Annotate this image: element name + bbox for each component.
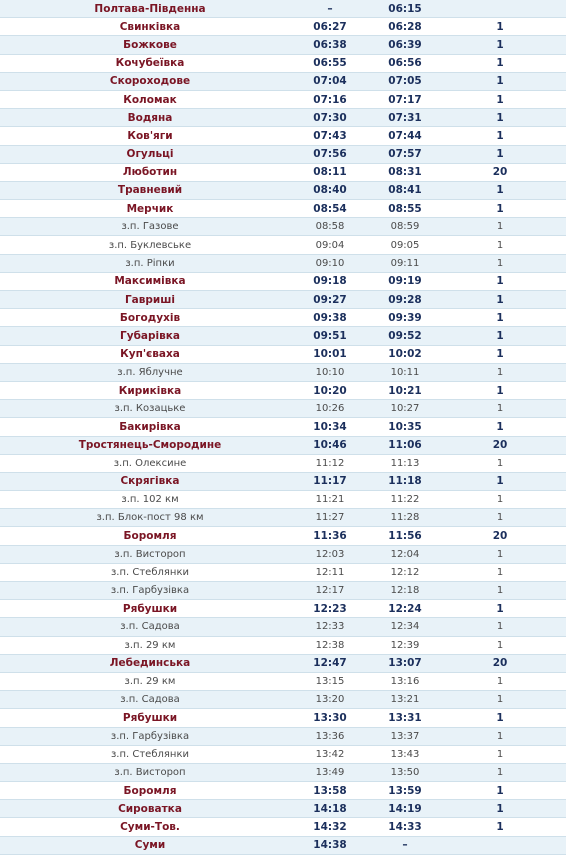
arrival-time: 09:10	[300, 254, 360, 272]
station-name: Полтава-Південна	[0, 0, 300, 18]
table-row	[0, 836, 566, 854]
arrival-time: 09:38	[300, 309, 360, 327]
arrival-time: 06:38	[300, 36, 360, 54]
row-spacer	[550, 381, 566, 399]
station-name: з.п. Буклевське	[0, 236, 300, 254]
arrival-time: 11:27	[300, 509, 360, 527]
stop-duration: 1	[450, 254, 550, 272]
departure-time: 09:19	[360, 272, 450, 290]
station-name: з.п. Яблучне	[0, 363, 300, 381]
row-spacer	[550, 618, 566, 636]
departure-time: 07:17	[360, 90, 450, 108]
departure-time: 12:12	[360, 563, 450, 581]
station-name: з.п. Гарбузівка	[0, 582, 300, 600]
arrival-time: 12:47	[300, 654, 360, 672]
departure-time: 07:44	[360, 127, 450, 145]
station-name: з.п. Ріпки	[0, 254, 300, 272]
table-row	[0, 636, 566, 654]
arrival-time: 10:26	[300, 400, 360, 418]
row-spacer	[550, 636, 566, 654]
station-name: Ков'яги	[0, 127, 300, 145]
table-row	[0, 309, 566, 327]
row-spacer	[550, 654, 566, 672]
table-row	[0, 272, 566, 290]
table-row	[0, 54, 566, 72]
station-name: Суми-Тов.	[0, 818, 300, 836]
station-name: з.п. Стеблянки	[0, 563, 300, 581]
row-spacer	[550, 691, 566, 709]
station-name: Бакирівка	[0, 418, 300, 436]
row-spacer	[550, 436, 566, 454]
departure-time: 12:24	[360, 600, 450, 618]
station-name: Лебединська	[0, 654, 300, 672]
stop-duration: 1	[450, 509, 550, 527]
stop-duration: 1	[450, 90, 550, 108]
stop-duration: 1	[450, 545, 550, 563]
arrival-time: 12:17	[300, 582, 360, 600]
row-spacer	[550, 582, 566, 600]
departure-time: 14:19	[360, 800, 450, 818]
arrival-time: 13:36	[300, 727, 360, 745]
stop-duration: 1	[450, 600, 550, 618]
departure-time: 08:41	[360, 181, 450, 199]
arrival-time: 13:15	[300, 672, 360, 690]
station-name: Люботин	[0, 163, 300, 181]
departure-time: 12:34	[360, 618, 450, 636]
row-spacer	[550, 109, 566, 127]
arrival-time: 10:20	[300, 381, 360, 399]
stop-duration	[450, 0, 550, 18]
station-name: з.п. 102 км	[0, 491, 300, 509]
row-spacer	[550, 345, 566, 363]
departure-time: 13:37	[360, 727, 450, 745]
row-spacer	[550, 836, 566, 854]
table-row	[0, 582, 566, 600]
station-name: Сироватка	[0, 800, 300, 818]
station-name: Скороходове	[0, 72, 300, 90]
table-row	[0, 600, 566, 618]
row-spacer	[550, 418, 566, 436]
row-spacer	[550, 0, 566, 18]
arrival-time: 13:30	[300, 709, 360, 727]
row-spacer	[550, 90, 566, 108]
departure-time: 08:59	[360, 218, 450, 236]
table-row	[0, 218, 566, 236]
stop-duration: 1	[450, 181, 550, 199]
arrival-time: 06:55	[300, 54, 360, 72]
table-row	[0, 782, 566, 800]
arrival-time: 14:32	[300, 818, 360, 836]
departure-time: 12:04	[360, 545, 450, 563]
stop-duration: 1	[450, 709, 550, 727]
row-spacer	[550, 181, 566, 199]
stop-duration: 1	[450, 472, 550, 490]
row-spacer	[550, 218, 566, 236]
stop-duration: 1	[450, 491, 550, 509]
departure-time: 13:31	[360, 709, 450, 727]
row-spacer	[550, 145, 566, 163]
departure-time: 06:39	[360, 36, 450, 54]
departure-time: 09:28	[360, 291, 450, 309]
station-name: Мерчик	[0, 200, 300, 218]
row-spacer	[550, 363, 566, 381]
stop-duration: 1	[450, 18, 550, 36]
stop-duration: 1	[450, 145, 550, 163]
departure-time: 10:21	[360, 381, 450, 399]
table-row	[0, 618, 566, 636]
station-name: з.п. Блок-пост 98 км	[0, 509, 300, 527]
stop-duration: 1	[450, 272, 550, 290]
table-row	[0, 145, 566, 163]
departure-time: 06:15	[360, 0, 450, 18]
departure-time: 10:27	[360, 400, 450, 418]
table-row	[0, 327, 566, 345]
row-spacer	[550, 236, 566, 254]
arrival-time: 07:30	[300, 109, 360, 127]
station-name: з.п. Олексине	[0, 454, 300, 472]
arrival-time: 13:58	[300, 782, 360, 800]
arrival-time: 11:21	[300, 491, 360, 509]
stop-duration: 1	[450, 236, 550, 254]
arrival-time: 06:27	[300, 18, 360, 36]
arrival-time: 10:46	[300, 436, 360, 454]
table-row	[0, 763, 566, 781]
arrival-time: –	[300, 0, 360, 18]
table-row	[0, 90, 566, 108]
station-name: з.п. Газове	[0, 218, 300, 236]
table-row	[0, 672, 566, 690]
arrival-time: 12:33	[300, 618, 360, 636]
departure-time: 10:35	[360, 418, 450, 436]
stop-duration: 1	[450, 727, 550, 745]
station-name: Кочубеївка	[0, 54, 300, 72]
stop-duration: 1	[450, 291, 550, 309]
stop-duration: 1	[450, 309, 550, 327]
row-spacer	[550, 709, 566, 727]
row-spacer	[550, 600, 566, 618]
arrival-time: 08:54	[300, 200, 360, 218]
row-spacer	[550, 818, 566, 836]
station-name: Рябушки	[0, 709, 300, 727]
table-row	[0, 709, 566, 727]
table-row	[0, 509, 566, 527]
stop-duration	[450, 836, 550, 854]
departure-time: 06:28	[360, 18, 450, 36]
stop-duration: 1	[450, 72, 550, 90]
station-name: з.п. Садова	[0, 691, 300, 709]
arrival-time: 09:27	[300, 291, 360, 309]
table-row	[0, 418, 566, 436]
table-row	[0, 563, 566, 581]
table-row	[0, 454, 566, 472]
station-name: Огульці	[0, 145, 300, 163]
station-name: з.п. 29 км	[0, 636, 300, 654]
row-spacer	[550, 272, 566, 290]
station-name: Боромля	[0, 527, 300, 545]
stop-duration: 1	[450, 454, 550, 472]
stop-duration: 1	[450, 381, 550, 399]
station-name: з.п. Стеблянки	[0, 745, 300, 763]
station-name: з.п. Козацьке	[0, 400, 300, 418]
stop-duration: 1	[450, 582, 550, 600]
table-row	[0, 127, 566, 145]
departure-time: 13:50	[360, 763, 450, 781]
row-spacer	[550, 54, 566, 72]
table-row	[0, 745, 566, 763]
departure-time: 08:31	[360, 163, 450, 181]
stop-duration: 1	[450, 618, 550, 636]
station-name: Гавриші	[0, 291, 300, 309]
table-row	[0, 181, 566, 199]
table-row	[0, 109, 566, 127]
arrival-time: 12:23	[300, 600, 360, 618]
arrival-time: 09:04	[300, 236, 360, 254]
departure-time: 11:56	[360, 527, 450, 545]
table-row	[0, 472, 566, 490]
table-row	[0, 254, 566, 272]
stop-duration: 1	[450, 691, 550, 709]
departure-time: 07:05	[360, 72, 450, 90]
row-spacer	[550, 672, 566, 690]
row-spacer	[550, 18, 566, 36]
departure-time: 13:59	[360, 782, 450, 800]
station-name: Кириківка	[0, 381, 300, 399]
table-row	[0, 200, 566, 218]
table-row	[0, 545, 566, 563]
stop-duration: 1	[450, 636, 550, 654]
departure-time: 09:52	[360, 327, 450, 345]
row-spacer	[550, 127, 566, 145]
row-spacer	[550, 72, 566, 90]
row-spacer	[550, 309, 566, 327]
arrival-time: 10:10	[300, 363, 360, 381]
stop-duration: 1	[450, 345, 550, 363]
arrival-time: 10:01	[300, 345, 360, 363]
row-spacer	[550, 509, 566, 527]
table-row	[0, 36, 566, 54]
arrival-time: 11:12	[300, 454, 360, 472]
departure-time: –	[360, 836, 450, 854]
departure-time: 11:28	[360, 509, 450, 527]
departure-time: 09:11	[360, 254, 450, 272]
station-name: Куп'єваха	[0, 345, 300, 363]
departure-time: 07:57	[360, 145, 450, 163]
row-spacer	[550, 254, 566, 272]
arrival-time: 14:18	[300, 800, 360, 818]
row-spacer	[550, 782, 566, 800]
table-row	[0, 727, 566, 745]
station-name: Коломак	[0, 90, 300, 108]
stop-duration: 1	[450, 218, 550, 236]
arrival-time: 10:34	[300, 418, 360, 436]
arrival-time: 07:43	[300, 127, 360, 145]
departure-time: 14:33	[360, 818, 450, 836]
station-name: з.п. Садова	[0, 618, 300, 636]
stop-duration: 1	[450, 127, 550, 145]
arrival-time: 11:17	[300, 472, 360, 490]
station-name: Свинківка	[0, 18, 300, 36]
station-name: з.п. Гарбузівка	[0, 727, 300, 745]
row-spacer	[550, 163, 566, 181]
station-name: Водяна	[0, 109, 300, 127]
arrival-time: 12:38	[300, 636, 360, 654]
row-spacer	[550, 454, 566, 472]
table-row	[0, 491, 566, 509]
stop-duration: 20	[450, 654, 550, 672]
arrival-time: 13:42	[300, 745, 360, 763]
station-name: Тростянець-Смородине	[0, 436, 300, 454]
table-row	[0, 654, 566, 672]
row-spacer	[550, 800, 566, 818]
table-row	[0, 72, 566, 90]
table-row	[0, 236, 566, 254]
departure-time: 12:39	[360, 636, 450, 654]
arrival-time: 12:11	[300, 563, 360, 581]
departure-time: 09:05	[360, 236, 450, 254]
arrival-time: 11:36	[300, 527, 360, 545]
stop-duration: 1	[450, 745, 550, 763]
table-row	[0, 818, 566, 836]
station-name: з.п. 29 км	[0, 672, 300, 690]
stop-duration: 1	[450, 400, 550, 418]
row-spacer	[550, 472, 566, 490]
station-name: Божкове	[0, 36, 300, 54]
station-name: Травневий	[0, 181, 300, 199]
arrival-time: 08:11	[300, 163, 360, 181]
row-spacer	[550, 400, 566, 418]
arrival-time: 14:38	[300, 836, 360, 854]
departure-time: 13:21	[360, 691, 450, 709]
departure-time: 07:31	[360, 109, 450, 127]
arrival-time: 08:40	[300, 181, 360, 199]
table-row	[0, 527, 566, 545]
stop-duration: 1	[450, 782, 550, 800]
station-name: Максимівка	[0, 272, 300, 290]
row-spacer	[550, 491, 566, 509]
arrival-time: 09:51	[300, 327, 360, 345]
arrival-time: 08:58	[300, 218, 360, 236]
stop-duration: 1	[450, 672, 550, 690]
row-spacer	[550, 563, 566, 581]
stop-duration: 1	[450, 363, 550, 381]
stop-duration: 20	[450, 436, 550, 454]
arrival-time: 13:20	[300, 691, 360, 709]
table-row	[0, 800, 566, 818]
arrival-time: 07:04	[300, 72, 360, 90]
station-name: Губарівка	[0, 327, 300, 345]
row-spacer	[550, 291, 566, 309]
departure-time: 11:06	[360, 436, 450, 454]
arrival-time: 13:49	[300, 763, 360, 781]
station-name: Рябушки	[0, 600, 300, 618]
table-row	[0, 345, 566, 363]
row-spacer	[550, 763, 566, 781]
station-name: Боромля	[0, 782, 300, 800]
stop-duration: 1	[450, 800, 550, 818]
arrival-time: 12:03	[300, 545, 360, 563]
stop-duration: 1	[450, 563, 550, 581]
table-row	[0, 400, 566, 418]
stop-duration: 1	[450, 54, 550, 72]
row-spacer	[550, 327, 566, 345]
departure-time: 06:56	[360, 54, 450, 72]
row-spacer	[550, 545, 566, 563]
stop-duration: 20	[450, 527, 550, 545]
departure-time: 11:18	[360, 472, 450, 490]
table-row	[0, 436, 566, 454]
table-row	[0, 363, 566, 381]
arrival-time: 07:56	[300, 145, 360, 163]
row-spacer	[550, 527, 566, 545]
stop-duration: 1	[450, 818, 550, 836]
stop-duration: 20	[450, 163, 550, 181]
table-row	[0, 691, 566, 709]
table-row	[0, 18, 566, 36]
departure-time: 11:13	[360, 454, 450, 472]
table-row	[0, 381, 566, 399]
departure-time: 10:11	[360, 363, 450, 381]
table-row	[0, 163, 566, 181]
departure-time: 08:55	[360, 200, 450, 218]
stop-duration: 1	[450, 327, 550, 345]
row-spacer	[550, 727, 566, 745]
table-row	[0, 0, 566, 18]
departure-time: 10:02	[360, 345, 450, 363]
arrival-time: 09:18	[300, 272, 360, 290]
departure-time: 13:43	[360, 745, 450, 763]
station-name: з.п. Вистороп	[0, 763, 300, 781]
row-spacer	[550, 745, 566, 763]
arrival-time: 07:16	[300, 90, 360, 108]
station-name: Богодухів	[0, 309, 300, 327]
row-spacer	[550, 200, 566, 218]
departure-time: 12:18	[360, 582, 450, 600]
stop-duration: 1	[450, 200, 550, 218]
departure-time: 13:16	[360, 672, 450, 690]
departure-time: 13:07	[360, 654, 450, 672]
station-name: Суми	[0, 836, 300, 854]
stop-duration: 1	[450, 763, 550, 781]
table-row	[0, 291, 566, 309]
stop-duration: 1	[450, 418, 550, 436]
station-name: з.п. Вистороп	[0, 545, 300, 563]
row-spacer	[550, 36, 566, 54]
departure-time: 09:39	[360, 309, 450, 327]
stop-duration: 1	[450, 36, 550, 54]
station-name: Скрягівка	[0, 472, 300, 490]
stop-duration: 1	[450, 109, 550, 127]
departure-time: 11:22	[360, 491, 450, 509]
